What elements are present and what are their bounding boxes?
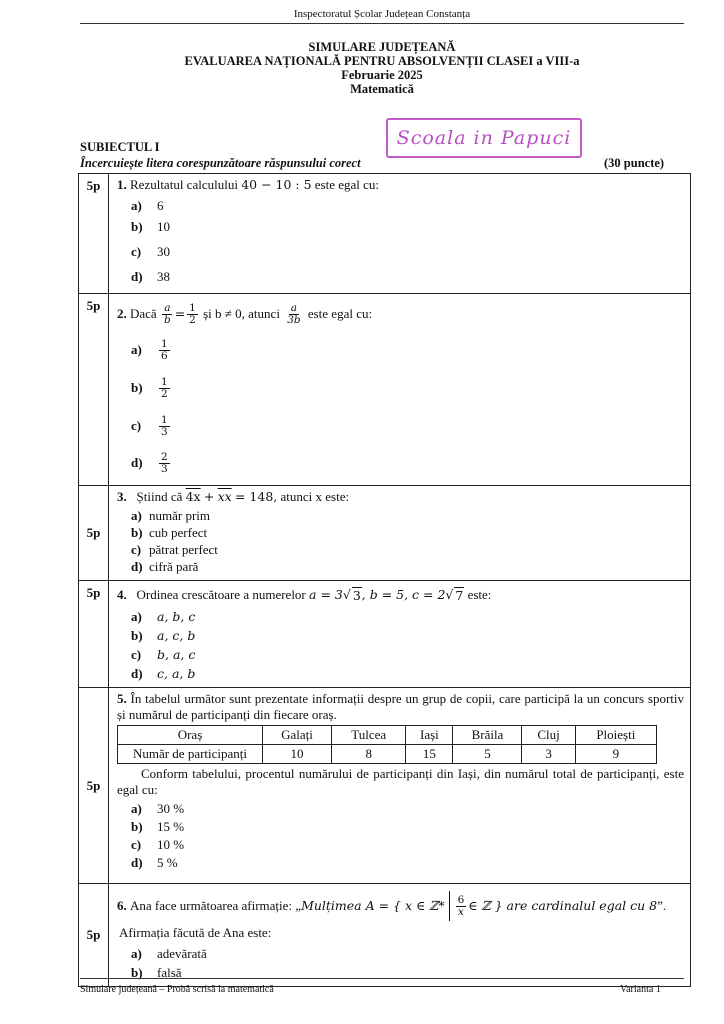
option-label: c) — [131, 646, 142, 662]
option-label: d) — [131, 269, 143, 284]
option-label: d) — [131, 558, 143, 574]
option-fraction — [159, 415, 170, 438]
table-cell: 10 — [263, 745, 332, 764]
subject-instruction: Încercuiește litera corespunzătoare răspunsului corect — [80, 156, 361, 170]
frac-den: x — [457, 905, 464, 918]
option-a[interactable] — [117, 331, 684, 369]
option-text: 6 — [157, 198, 164, 213]
table-cell: Brăila — [453, 726, 522, 745]
stem-close: ”. — [657, 898, 667, 913]
title-line-1: SIMULARE JUDEȚEANĂ — [308, 40, 456, 54]
questions-table — [78, 173, 691, 987]
option-text: 30 % — [157, 801, 185, 816]
set-separator — [449, 891, 450, 921]
table-cell: Cluj — [522, 726, 575, 745]
option-c[interactable] — [117, 239, 684, 265]
table-cell: 3 — [522, 745, 575, 764]
table-cell: Iași — [406, 726, 453, 745]
stem-end: este egal cu: — [314, 177, 380, 192]
table-cell: 8 — [332, 745, 406, 764]
stamp-text: Scoala in Papuci — [396, 127, 572, 149]
option-text: 5 % — [157, 855, 178, 870]
condition-text: și b ≠ 0, atunci — [203, 306, 280, 321]
option-text: 38 — [157, 269, 170, 284]
question-points: 5p — [79, 294, 109, 486]
option-label: b) — [131, 219, 143, 234]
table-cell: Ploiești — [575, 726, 656, 745]
title-line-2: EVALUAREA NAȚIONALĂ PENTRU ABSOLVENȚII CLASEI a VIII-a — [184, 54, 580, 68]
option-text: 10 % — [157, 837, 185, 852]
frac-den: 3 — [161, 462, 168, 475]
question-stem — [117, 177, 684, 193]
overline-term-2: $\overline{xx}$ — [217, 489, 232, 504]
option-a[interactable] — [117, 800, 684, 818]
question-points: 5p — [79, 884, 109, 987]
question-stem — [117, 297, 684, 331]
option-text: b, a, c — [157, 646, 196, 662]
footer-left: Simulare județeană – Probă scrisă la matematică — [80, 984, 274, 995]
option-fraction — [159, 452, 170, 475]
question-row-4 — [79, 581, 691, 688]
option-text: 15 % — [157, 819, 185, 834]
question-stem — [117, 691, 684, 723]
table-row-values — [118, 745, 657, 764]
question-stem — [117, 489, 684, 505]
option-text: 10 — [157, 219, 170, 234]
sqrt-c: √ 7 — [445, 587, 464, 603]
option-c[interactable] — [117, 407, 684, 445]
option-c[interactable] — [117, 541, 684, 558]
stem-text: Ana face următoarea afirmație: „ — [130, 898, 302, 913]
option-a[interactable] — [117, 507, 684, 524]
option-label: a) — [131, 801, 142, 816]
table-cell: 5 — [453, 745, 522, 764]
option-b[interactable] — [117, 818, 684, 836]
fraction-one-half — [187, 303, 198, 326]
footer-right: Varianta 1 — [620, 984, 661, 995]
option-d[interactable] — [117, 558, 684, 575]
question-stem-2: Afirmația făcută de Ana este: — [119, 925, 272, 940]
stem-text: În tabelul următor sunt prezentate informații despre un grup de copii, care participă la un concurs sportiv și numărul de participanți din fiecare oraș. — [117, 691, 684, 722]
frac-den: 2 — [189, 313, 196, 326]
option-fraction — [159, 377, 170, 400]
option-text: număr prim — [149, 507, 211, 523]
option-fraction — [159, 339, 170, 362]
option-text: a, b, c — [157, 608, 196, 624]
set-definition-start: Mulțimea A = { x ∈ ℤ* — [301, 898, 445, 913]
frac-den: 3b — [287, 313, 301, 326]
option-label: c) — [131, 837, 142, 852]
question-row-5 — [79, 688, 691, 884]
frac-den: 3 — [161, 425, 168, 438]
equals-value: = 148, — [234, 489, 278, 504]
option-b[interactable] — [117, 963, 684, 982]
stem-end: atunci x este: — [280, 489, 350, 504]
question-number: 4. — [117, 587, 127, 602]
option-text: cifră pară — [149, 558, 199, 574]
option-label: a) — [131, 198, 142, 213]
question-number: 6. — [117, 898, 127, 913]
title-line-3: Februarie 2025 — [341, 68, 423, 82]
option-text: 30 — [157, 244, 170, 259]
option-label: a) — [131, 507, 142, 523]
question-points: 5p — [79, 486, 109, 581]
table-row-header — [118, 726, 657, 745]
option-label: b) — [131, 524, 143, 540]
table-cell: 15 — [406, 745, 453, 764]
frac-num: 1 — [161, 413, 168, 426]
frac-num: 1 — [161, 375, 168, 388]
table-cell: Oraș — [118, 726, 263, 745]
question-row-1 — [79, 174, 691, 294]
question-number: 5. — [117, 691, 127, 706]
set-definition-end: ∈ ℤ } are cardinalul egal cu 8 — [468, 898, 658, 913]
plus-sign: + — [203, 489, 215, 504]
question-number: 3. — [117, 489, 127, 504]
option-d[interactable] — [117, 854, 684, 872]
frac-den: 2 — [161, 387, 168, 400]
option-label: c) — [131, 541, 142, 557]
footer-divider — [80, 978, 684, 979]
option-text: pătrat perfect — [149, 541, 218, 557]
question-number: 1. — [117, 177, 127, 192]
option-b[interactable] — [117, 215, 684, 239]
page-header: Inspectoratul Școlar Județean Constanța — [293, 8, 471, 20]
frac-num: 2 — [161, 450, 168, 463]
equals-sign: = — [174, 306, 186, 321]
option-label: c) — [131, 244, 142, 259]
option-b[interactable] — [117, 369, 684, 407]
subject-title: SUBIECTUL I — [80, 140, 160, 154]
option-label: a) — [131, 608, 142, 624]
option-text: c, a, b — [157, 665, 196, 681]
option-label: b) — [131, 627, 143, 643]
stem-text: Știind că — [136, 489, 183, 504]
question-stem-2: Conform tabelului, procentul numărului de participanți din Iași, din numărul total de participanți, este egal cu: — [117, 766, 684, 797]
question-number: 2. — [117, 306, 127, 321]
number-b-c: , b = 5, c = 2 — [361, 587, 446, 602]
fraction-6-over-x — [456, 895, 467, 918]
option-d[interactable] — [117, 445, 684, 481]
table-cell: Număr de participanți — [118, 745, 263, 764]
fraction-a-over-3b — [285, 303, 302, 326]
question-row-2 — [79, 294, 691, 486]
option-label: d) — [131, 665, 143, 681]
overline-term-1: 4x — [185, 489, 201, 504]
option-c[interactable] — [117, 645, 684, 664]
option-a[interactable] — [117, 607, 684, 626]
frac-num: 1 — [189, 301, 196, 314]
option-b[interactable] — [117, 524, 684, 541]
option-a[interactable] — [117, 197, 684, 215]
question-points: 5p — [79, 688, 109, 884]
radicand: 3 — [352, 588, 361, 603]
option-label: d) — [131, 455, 143, 470]
option-label: b) — [131, 964, 143, 980]
question-4 — [109, 581, 691, 688]
participants-table — [117, 725, 657, 764]
question-stem — [117, 587, 684, 604]
question-2 — [109, 294, 691, 486]
frac-num: a — [290, 301, 298, 314]
question-stem — [117, 887, 684, 925]
option-d[interactable] — [117, 265, 684, 289]
table-cell: Tulcea — [332, 726, 406, 745]
fraction-a-over-b — [162, 303, 173, 326]
subject-points: (30 puncte) — [604, 156, 665, 170]
number-a: a = 3 — [309, 587, 343, 602]
frac-num: 1 — [161, 337, 168, 350]
stem-text: Rezultatul calculului — [130, 177, 238, 192]
question-row-6 — [79, 884, 691, 987]
question-row-3 — [79, 486, 691, 581]
question-3 — [109, 486, 691, 581]
question-points: 5p — [79, 174, 109, 294]
option-text: adevărată — [157, 945, 207, 961]
option-c[interactable] — [117, 836, 684, 854]
option-text: falsă — [157, 964, 182, 980]
expression: 40 − 10 : 5 — [241, 177, 312, 192]
header-divider — [80, 23, 684, 24]
table-cell: 9 — [575, 745, 656, 764]
stem-text: Ordinea crescătoare a numerelor — [136, 587, 306, 602]
option-d[interactable] — [117, 664, 684, 683]
option-label: a) — [131, 342, 142, 357]
option-label: c) — [131, 418, 142, 433]
stem-end: este: — [467, 587, 492, 602]
title-line-4: Matematică — [350, 82, 414, 96]
sqrt-a: √ 3 — [342, 587, 361, 603]
frac-num: a — [164, 301, 171, 314]
question-points: 5p — [79, 581, 109, 688]
question-5 — [109, 688, 691, 884]
title-block — [80, 40, 684, 96]
question-6 — [109, 884, 691, 987]
frac-den: b — [163, 313, 171, 326]
option-text: cub perfect — [149, 524, 208, 540]
option-label: a) — [131, 945, 142, 961]
option-label: b) — [131, 380, 143, 395]
stem-end: este egal cu: — [307, 306, 373, 321]
option-a[interactable] — [117, 944, 684, 963]
frac-num: 6 — [457, 893, 465, 906]
table-cell: Galați — [263, 726, 332, 745]
stem-text: Dacă — [130, 306, 157, 321]
frac-den: 6 — [161, 349, 168, 362]
option-label: d) — [131, 855, 143, 870]
option-b[interactable] — [117, 626, 684, 645]
question-1 — [109, 174, 691, 294]
watermark-stamp — [386, 118, 582, 158]
option-label: b) — [131, 819, 143, 834]
radicand: 7 — [455, 588, 464, 603]
option-text: a, c, b — [157, 627, 196, 643]
